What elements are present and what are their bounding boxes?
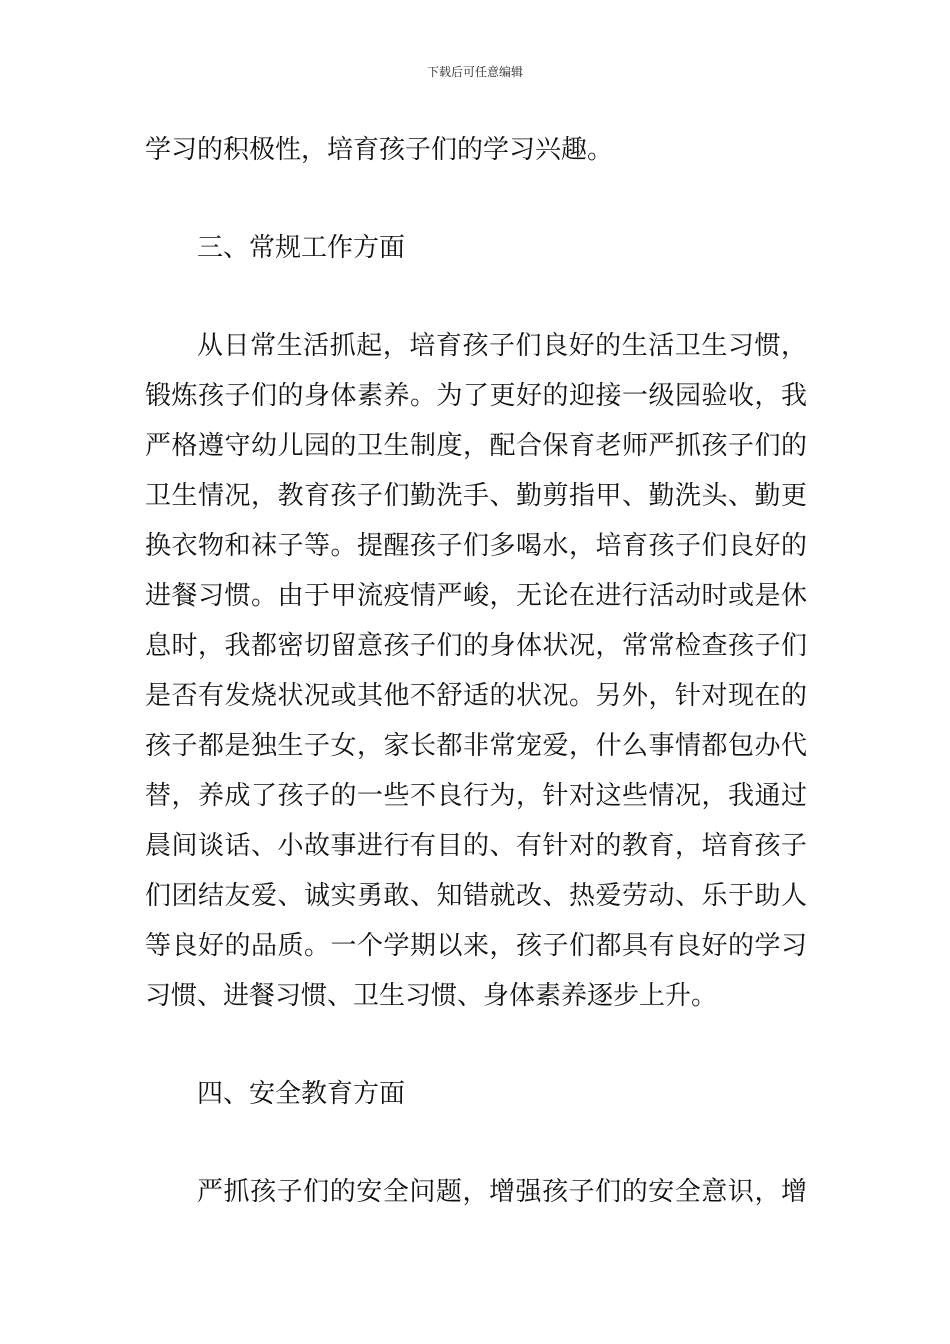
paragraph-gap bbox=[145, 175, 807, 223]
paragraph-line: 锻炼孩子们的身体素养。为了更好的迎接一级园验收，我 bbox=[145, 381, 807, 411]
paragraph-gap bbox=[145, 273, 807, 321]
paragraph-line: 替，养成了孩子的一些不良行为，针对这些情况，我通过 bbox=[145, 781, 807, 811]
paragraph-line: 严抓孩子们的安全问题，增强孩子们的安全意识，增 bbox=[197, 1177, 807, 1207]
paragraph-line: 等良好的品质。一个学期以来，孩子们都具有良好的学习 bbox=[145, 931, 807, 961]
paragraph-line: 是否有发烧状况或其他不舒适的状况。另外，针对现在的 bbox=[145, 681, 807, 711]
paragraph-line: 卫生情况，教育孩子们勤洗手、勤剪指甲、勤洗头、勤更 bbox=[145, 481, 807, 511]
section3-paragraph bbox=[145, 321, 807, 1021]
section4-paragraph bbox=[145, 1167, 807, 1217]
paragraph-line: 孩子都是独生子女，家长都非常宠爱，什么事情都包办代 bbox=[145, 731, 807, 761]
paragraph-line: 严格遵守幼儿园的卫生制度，配合保育老师严抓孩子们的 bbox=[145, 431, 807, 461]
paragraph-line: 息时，我都密切留意孩子们的身体状况，常常检查孩子们 bbox=[145, 631, 807, 661]
document-body bbox=[145, 125, 807, 1217]
section-heading-safety-education: 四、安全教育方面 bbox=[197, 1079, 406, 1109]
page-header-note: 下载后可任意编辑 bbox=[426, 65, 523, 79]
paragraph-line: 学习的积极性，培育孩子们的学习兴趣。 bbox=[145, 135, 614, 165]
paragraph-line: 从日常生活抓起，培育孩子们良好的生活卫生习惯， bbox=[197, 331, 807, 361]
paragraph-line: 们团结友爱、诚实勇敢、知错就改、热爱劳动、乐于助人 bbox=[145, 881, 807, 911]
paragraph-gap bbox=[145, 1021, 807, 1069]
section-heading-routine-work: 三、常规工作方面 bbox=[197, 233, 406, 263]
paragraph-line: 进餐习惯。由于甲流疫情严峻，无论在进行活动时或是休 bbox=[145, 581, 807, 611]
paragraph-line: 晨间谈话、小故事进行有目的、有针对的教育，培育孩子 bbox=[145, 831, 807, 861]
paragraph-line: 习惯、进餐习惯、卫生习惯、身体素养逐步上升。 bbox=[145, 981, 718, 1011]
paragraph-gap bbox=[145, 1119, 807, 1167]
paragraph-line: 换衣物和袜子等。提醒孩子们多喝水，培育孩子们良好的 bbox=[145, 531, 807, 561]
